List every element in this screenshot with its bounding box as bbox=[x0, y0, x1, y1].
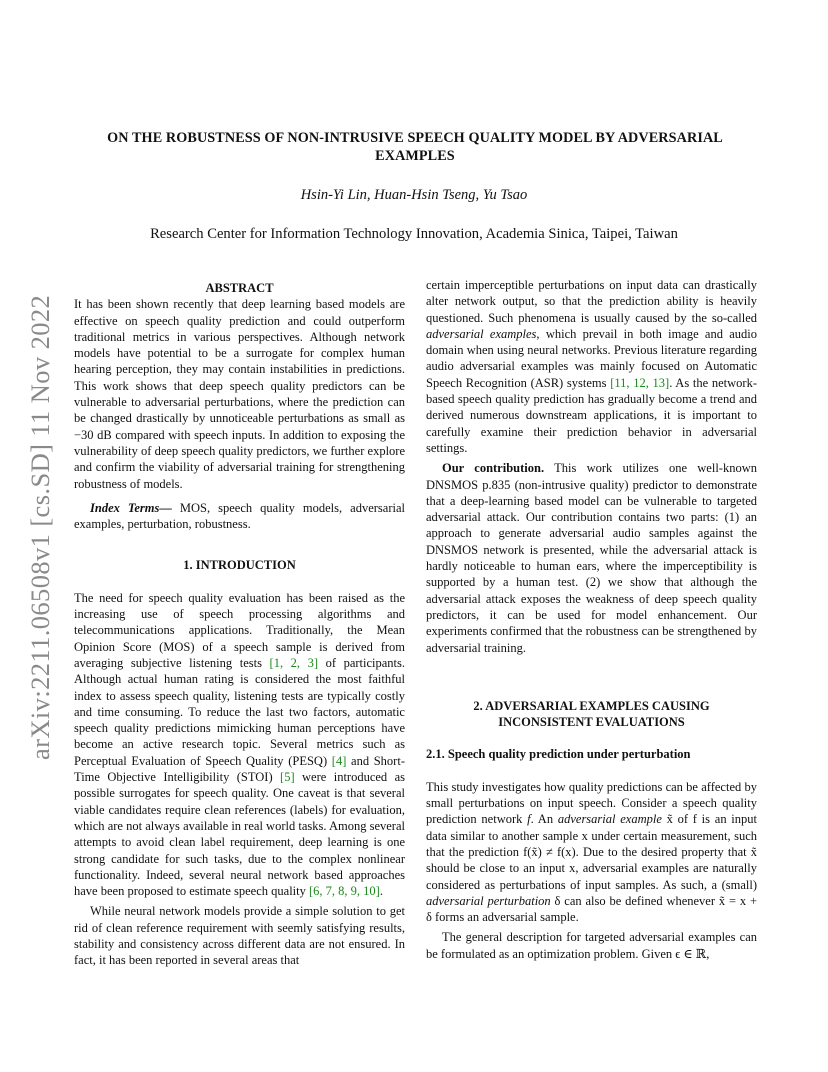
section2-paragraph-1: This study investigates how quality predictions can be affected by small perturbations on input speech. Consider a speech quality prediction network f. An adversarial example x̃ of f is an input data similar to another sample x under certain measurement, such that the prediction f(x̃) ≠ f(x). Due to the desired property that x̃ should be close to an input x, adversarial examples are naturally considered as perturbations of input samples. As such, a (small) adversarial perturbation δ can also be defined whenever x̃ = x + δ forms an adversarial sample. bbox=[426, 779, 758, 925]
index-terms bbox=[74, 500, 405, 533]
affiliation: Research Center for Information Technology Innovation, Academia Sinica, Taipei, Taiwan bbox=[150, 226, 678, 242]
index-terms-label: Index Terms— bbox=[90, 500, 172, 515]
abstract-heading: ABSTRACT bbox=[205, 281, 274, 295]
intro-paragraph-1: The need for speech quality evaluation has been raised as the increasing use of speech processing algorithms and telecommunications applications. Traditionally, the Mean Opinion Score (MOS) of a speech sample is derived from averaging subjective listening tests [1, 2, 3] of participants. Although actual human rating is considered the most faithful index to assess speech quality, listening tests are typically costly and time consuming. To reduce the last two factors, automatic speech quality predictions mimicking human perceptions have become an active research topic. Several metrics such as Perceptual Evaluation of Speech Quality (PESQ) [4] and Short-Time Objective Intelligibility (STOI) [5] were introduced as possible surrogates for speech quality. One caveat is that several viable candidates require clean references (labels) for evaluation, which are not always available in real world tasks. Among several attempts to avoid clean label requirement, deep learning is one strong candidate for such tasks, due to the complex nonlinear functionality. Indeed, several neural network based approaches have been proposed to estimate speech quality [6, 7, 8, 9, 10]. bbox=[74, 590, 406, 899]
author-list: Hsin-Yi Lin, Huan-Hsin Tseng, Yu Tsao bbox=[300, 187, 528, 203]
index-terms-text: MOS, speech quality models, adversarial examples, perturbation, robustness. bbox=[74, 500, 405, 532]
contribution-label: Our contribution. bbox=[442, 461, 545, 476]
right-column bbox=[426, 277, 757, 962]
intro-paragraph-2: While neural network models provide a simple solution to get rid of clean reference requirement with seemly satisfying results, stability and consistency across different data are not ensured. In fact, it has been reported in several areas that bbox=[74, 904, 405, 968]
paper-title: ON THE ROBUSTNESS OF NON-INTRUSIVE SPEECH QUALITY MODEL BY ADVERSARIAL EXAMPLES bbox=[107, 130, 723, 164]
section2-paragraph-2: The general description for targeted adversarial examples can be formulated as an optimization problem. Given ϵ ∈ ℝ, bbox=[426, 930, 757, 961]
abstract-text: It has been shown recently that deep learning based models are effective on speech quality prediction and could outperform traditional metrics in various perspectives. Although network models have potential to be a surrogate for complex human hearing perception, they may contain instabilities in predictions. This work shows that deep speech quality predictors can be vulnerable to adversarial perturbations, where the prediction can be changed drastically by unnoticeable perturbations as small as −30 dB compared with speech inputs. In addition to exposing the vulnerability of deep speech quality predictors, we further explore and confirm the viability of adversarial training for strengthening robustness of models. bbox=[74, 297, 405, 491]
subsection-heading: 2.1. Speech quality prediction under perturbation bbox=[426, 747, 691, 762]
intro-paragraph-3: certain imperceptible perturbations on input data can drastically alter network output, so that the prediction ability is heavily questioned. Such phenomena is usually caused by the so-called adversarial examples, which prevail in both image and audio domain when using neural networks. Previous literature regarding audio adversarial examples was mainly focused on Automatic Speech Recognition (ASR) systems [11, 12, 13]. As the network-based speech quality prediction has gradually become a trend and derived numerous downstream applications, it is important to carefully examine their prediction behavior in adversarial settings. bbox=[426, 278, 757, 455]
citation-link[interactable]: [11, 12, 13] bbox=[610, 375, 670, 390]
citation-link[interactable]: [5] bbox=[280, 770, 295, 785]
citation-link[interactable]: [1, 2, 3] bbox=[269, 655, 319, 670]
citation-link[interactable]: [4] bbox=[331, 753, 347, 768]
left-column bbox=[74, 280, 405, 969]
section2-heading: 2. ADVERSARIAL EXAMPLES CAUSING INCONSISTENT EVALUATIONS bbox=[473, 698, 710, 730]
arxiv-stamp: arXiv:2211.06508v1 [cs.SD] 11 Nov 2022 bbox=[25, 294, 55, 760]
citation-link[interactable]: [6, 7, 8, 9, 10] bbox=[309, 884, 380, 899]
intro-heading: 1. INTRODUCTION bbox=[183, 558, 296, 573]
contribution-paragraph: Our contribution. This work utilizes one well-known DNSMOS p.835 (non-intrusive quality) predictor to demonstrate that a deep-learning based model can be vulnerable to targeted adversarial attack. Our contribution contains two parts: (1) an approach to generate adversarial audio samples against the DNSMOS network is presented, while the adversarial attack is hardly noticeable to human ears, where the imperceptibility is supported by a human test. (2) we show that although the adversarial attack exposes the weakness of deep speech quality predictors, it can be used for model enhancement. Our experiments confirmed that the robustness can be strengthened by adversarial training. bbox=[426, 461, 757, 655]
